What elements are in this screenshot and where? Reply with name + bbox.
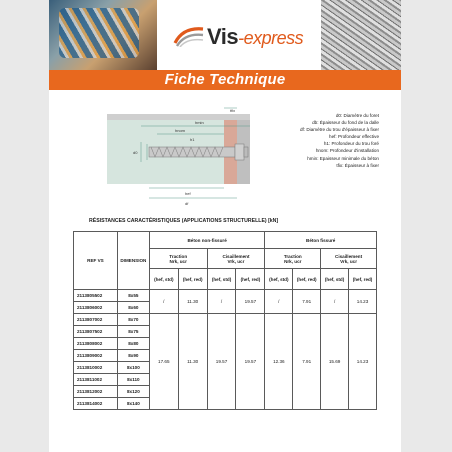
value-cell: 11.30 [178, 314, 207, 410]
ref-cell: 2113808002 [74, 338, 118, 350]
value-cell: / [149, 290, 178, 314]
dimension-cell: 8x140 [117, 398, 149, 410]
label-h1: h1 [190, 137, 195, 142]
label-hnom: hnom [175, 128, 186, 133]
hef-red-header: (hef, red) [293, 269, 321, 290]
legend-item: df: Diamètre du trou d'épaisseur à fixer [299, 127, 379, 133]
anchor-diagram [67, 106, 267, 210]
sub-header-cisaillement [321, 249, 377, 269]
value-cell: 15.69 [321, 314, 349, 410]
value-cell: 14.23 [349, 290, 377, 314]
vis-express-logo [173, 22, 313, 52]
cisaillement-label: Cisaillement [222, 253, 250, 259]
ref-cell: 2113811002 [74, 374, 118, 386]
dimension-cell: 8x120 [117, 386, 149, 398]
legend-item: hef: Profondeur effective [329, 134, 379, 140]
diagram-legend [245, 112, 379, 169]
resistance-table [73, 231, 377, 410]
legend-item: hmin: Epaisseur minimale du béton [307, 155, 379, 161]
value-cell: / [207, 290, 236, 314]
ref-cell: 2113807002 [74, 314, 118, 326]
value-cell: 11.30 [178, 290, 207, 314]
tools-image [59, 8, 139, 58]
table-title: RÉSISTANCES CARACTÉRISTIQUES (APPLICATIONS STRUCTURELLE) [kN] [89, 218, 279, 224]
ref-cell: 2113806002 [74, 302, 118, 314]
label-df: df [185, 201, 189, 206]
traction-symbol: Nrk, ucr [169, 258, 187, 264]
label-hmin: hmin [195, 120, 204, 125]
hef-std-header: (hef, std) [149, 269, 178, 290]
value-cell: 17.65 [149, 314, 178, 410]
title-banner [49, 70, 401, 90]
value-cell: 12.36 [265, 314, 293, 410]
logo-text [207, 24, 303, 50]
group-header-non-fissure: Béton non-fissuré [149, 232, 265, 249]
ref-cell: 2113814002 [74, 398, 118, 410]
group-header-fissure: Béton fissuré [265, 232, 377, 249]
dimension-cell: 8x60 [117, 302, 149, 314]
hef-std-header: (hef, std) [321, 269, 349, 290]
sub-header-traction [149, 249, 207, 269]
dimension-cell: 8x110 [117, 374, 149, 386]
col-header-dimension: DIMENSION [117, 232, 149, 290]
table-row [74, 290, 377, 302]
dimension-cell: 8x70 [117, 314, 149, 326]
cisaillement-label: Cisaillement [335, 253, 363, 259]
hef-std-header: (hef, std) [207, 269, 236, 290]
traction-label: Traction [283, 253, 302, 259]
header [49, 0, 401, 70]
fiche-technique-sheet [49, 0, 401, 452]
legend-item: db: Épaisseur du fond de la dalle [312, 120, 379, 126]
dimension-cell: 8x75 [117, 326, 149, 338]
legend-item: tfix: Épaisseur à fixer [336, 162, 379, 168]
dimension-cell: 8x55 [117, 290, 149, 302]
hef-red-header: (hef, red) [178, 269, 207, 290]
value-cell: 7.91 [293, 290, 321, 314]
header-photo-tools [49, 0, 157, 70]
value-cell: / [265, 290, 293, 314]
sub-header-cisaillement [207, 249, 265, 269]
dimension-cell: 8x80 [117, 338, 149, 350]
label-tfix: tfix [230, 108, 236, 113]
legend-item: h1: Profondeur du trou foré [323, 141, 379, 147]
ref-cell: 2113810002 [74, 362, 118, 374]
hef-std-header: (hef, std) [265, 269, 293, 290]
page-title: Fiche Technique [164, 71, 286, 88]
traction-label: Traction [169, 253, 188, 259]
value-cell: 7.91 [293, 314, 321, 410]
value-cell: 19.57 [207, 314, 236, 410]
col-header-ref: REF VS [74, 232, 118, 290]
legend-item: d0: Diamètre du foret [335, 113, 379, 118]
ref-cell: 2113809002 [74, 350, 118, 362]
dimension-cell: 8x100 [117, 362, 149, 374]
value-cell: 14.23 [349, 314, 377, 410]
table-row [74, 314, 377, 326]
hef-red-header: (hef, red) [236, 269, 265, 290]
label-hef: hef [185, 191, 191, 196]
label-d0: d0 [133, 150, 138, 155]
value-cell: 19.57 [236, 290, 265, 314]
cisaillement-symbol: Vrk, ucr [227, 258, 245, 264]
traction-symbol: Nrk, ucr [284, 258, 302, 264]
logo-brand: Vis [207, 24, 239, 49]
header-photo-screws [321, 0, 401, 70]
value-cell: 19.57 [236, 314, 265, 410]
sub-header-traction [265, 249, 321, 269]
cisaillement-symbol: Vrk, ucr [340, 258, 357, 264]
ref-cell: 2113812002 [74, 386, 118, 398]
ref-cell: 2113805502 [74, 290, 118, 302]
logo-swoosh-icon [173, 25, 205, 47]
hef-red-header: (hef, red) [349, 269, 377, 290]
value-cell: / [321, 290, 349, 314]
logo-accent: -express [238, 28, 304, 48]
concrete-top [107, 114, 250, 120]
dimension-cell: 8x90 [117, 350, 149, 362]
ref-cell: 2113807502 [74, 326, 118, 338]
legend-item: hnom: Profondeur d'installation [315, 148, 379, 154]
